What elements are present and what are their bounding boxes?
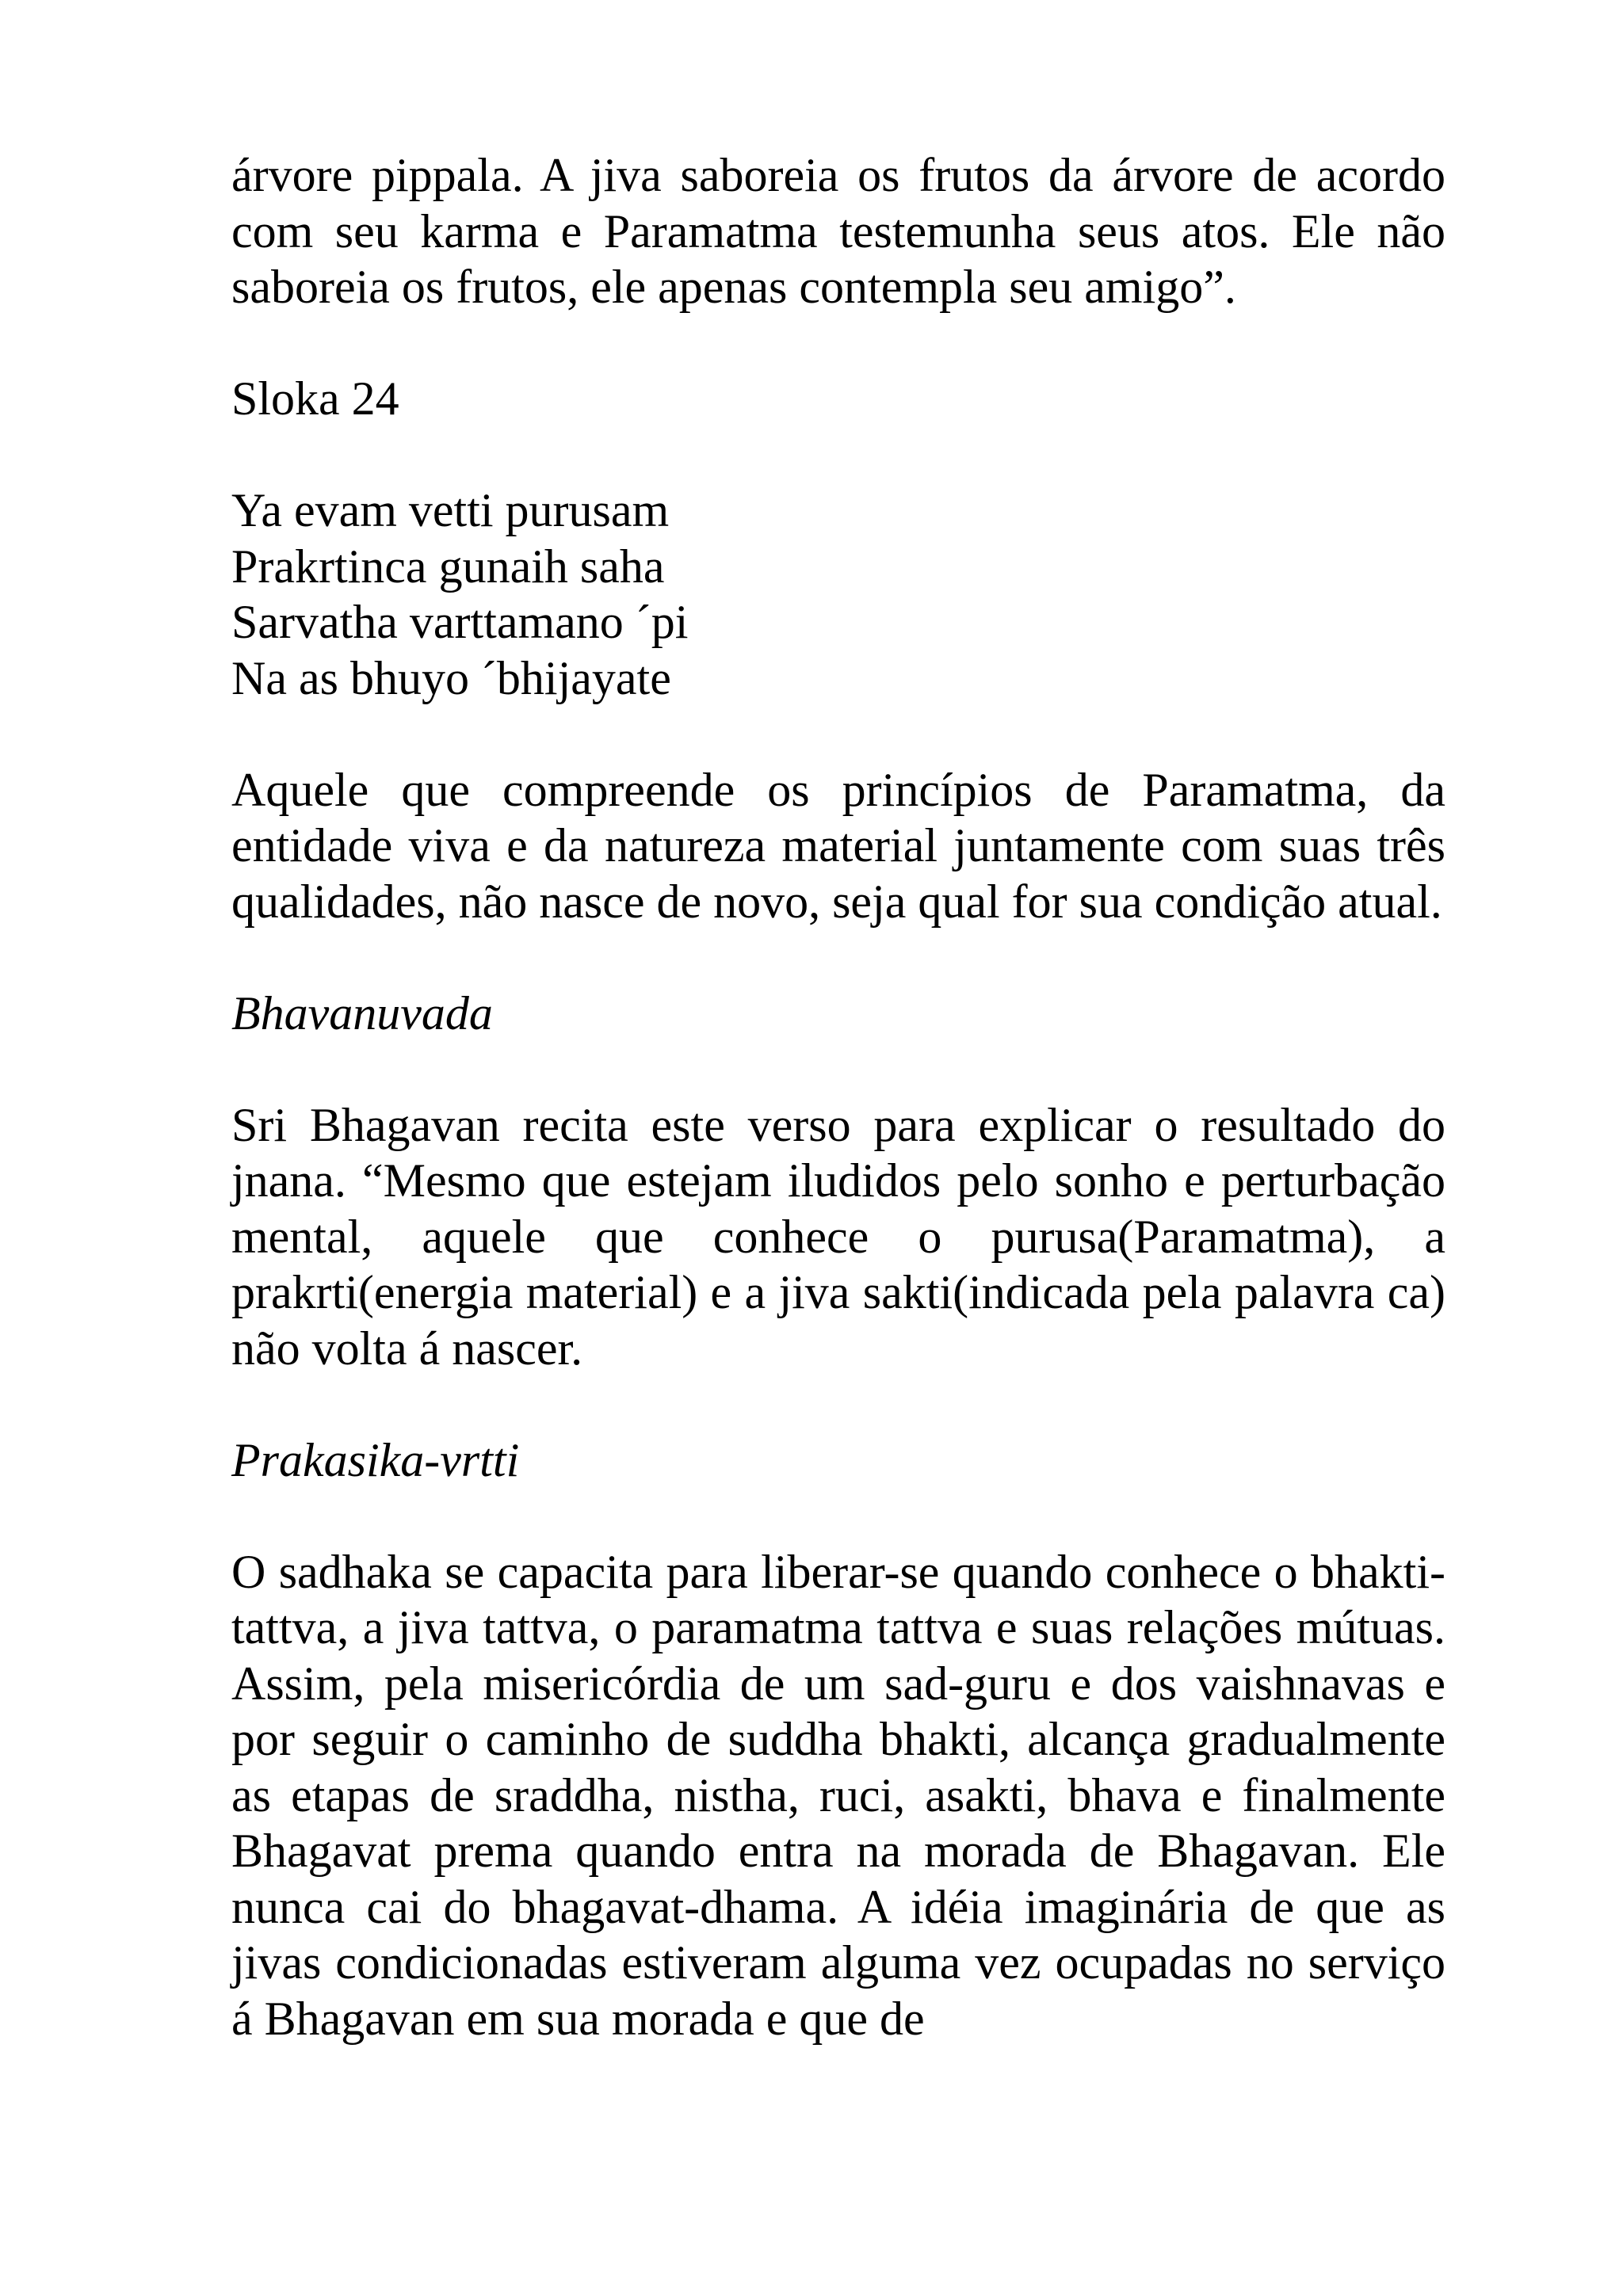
bhavanuvada-paragraph: Sri Bhagavan recita este verso para explicar o resultado do jnana. “Mesmo que estejam iludidos pelo sonho e perturbação mental, aquele que conhece o purusa(Paramatma), a prakrti(energia material) e a jiva sakti(indicada pela palavra ca) não volta á nascer.: [231, 1098, 1445, 1375]
spacer: [231, 427, 1445, 483]
translation-paragraph: Aquele que compreende os princípios de Paramatma, da entidade viva e da natureza material juntamente com suas três qualidades, não nasce de novo, seja qual for sua condição atual.: [231, 763, 1445, 928]
spacer: [231, 1376, 1445, 1432]
paragraph-continuation: árvore pippala. A jiva saboreia os frutos da árvore de acordo com seu karma e Paramatma testemunha seus atos. Ele não saboreia os frutos, ele apenas contempla seu amigo”.: [231, 149, 1445, 313]
spacer: [231, 315, 1445, 372]
bhavanuvada-heading: Bhavanuvada: [231, 986, 493, 1039]
prakasika-paragraph: O sadhaka se capacita para liberar-se quando conhece o bhakti-tattva, a jiva tattva, o paramatma tattva e suas relações mútuas. Assim, pela misericórdia de um sad-guru e dos vaishnavas e por seguir o caminho de suddha bhakti, alcança gradualmente as etapas de sraddha, nistha, ruci, asakti, bhava e finalmente Bhagavat prema quando entra na morada de Bhagavan. Ele nunca cai do bhagavat-dhama. A idéia imaginária de que as jivas condicionadas estiveram alguma vez ocupadas no serviço á Bhagavan em sua morada e que de: [231, 1545, 1445, 2045]
verse-line: Ya evam vetti purusam: [231, 484, 670, 536]
spacer: [231, 706, 1445, 762]
prakasika-heading: Prakasika-vrtti: [231, 1433, 520, 1486]
verse-line: Sarvatha varttamano ´pi: [231, 596, 689, 648]
spacer: [231, 1488, 1445, 1544]
verse-line: Prakrtinca gunaih saha: [231, 540, 665, 593]
verse-block: [231, 482, 1445, 706]
spacer: [231, 929, 1445, 986]
document-page: [231, 147, 1445, 2046]
spacer: [231, 1041, 1445, 1097]
sloka-heading: Sloka 24: [231, 372, 399, 425]
verse-line: Na as bhuyo ´bhijayate: [231, 651, 671, 704]
